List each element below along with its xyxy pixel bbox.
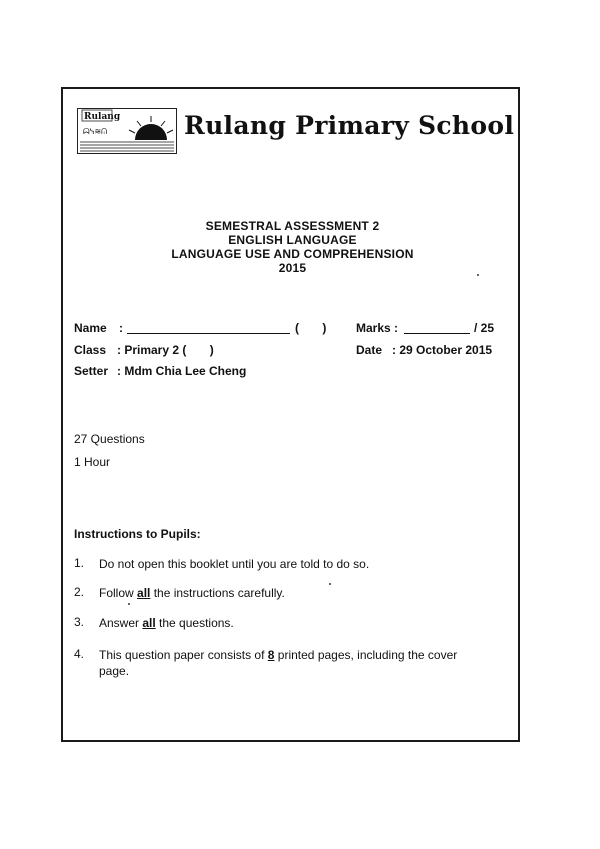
school-name: Rulang Primary School bbox=[184, 111, 515, 140]
index-number-field[interactable]: ( ) bbox=[295, 321, 327, 335]
instruction-text: This question paper consists of 8 printed pages, including the cover page. bbox=[99, 648, 458, 678]
instructions-title: Instructions to Pupils: bbox=[74, 527, 201, 541]
subject-title: ENGLISH LANGUAGE bbox=[228, 233, 357, 247]
setter-value: : Mdm Chia Lee Cheng bbox=[117, 364, 247, 378]
marks-field[interactable] bbox=[404, 322, 470, 334]
instruction-number: 2. bbox=[74, 585, 85, 599]
name-field[interactable] bbox=[127, 322, 290, 334]
paper-title: LANGUAGE USE AND COMPREHENSION bbox=[171, 247, 414, 261]
instruction-text: Follow all the instructions carefully. bbox=[99, 586, 285, 600]
class-field[interactable]: : Primary 2 ( ) bbox=[117, 343, 214, 357]
svg-text:Rulang: Rulang bbox=[84, 112, 121, 122]
instruction-number: 1. bbox=[74, 556, 85, 570]
date-label: Date bbox=[356, 343, 383, 357]
class-label: Class bbox=[74, 343, 107, 357]
year-title: 2015 bbox=[278, 261, 307, 275]
instruction-text: Do not open this booklet until you are told to do so. bbox=[99, 557, 370, 571]
marks-label: Marks : bbox=[356, 321, 399, 335]
instruction-text: Answer all the questions. bbox=[99, 616, 234, 630]
scan-speck bbox=[329, 583, 331, 585]
scan-speck bbox=[128, 603, 130, 605]
name-colon: : bbox=[119, 321, 123, 335]
assessment-title: SEMESTRAL ASSESSMENT 2 bbox=[205, 219, 380, 233]
duration: 1 Hour bbox=[74, 455, 111, 469]
school-logo bbox=[77, 108, 177, 154]
instruction-number: 4. bbox=[74, 647, 85, 661]
question-count: 27 Questions bbox=[74, 432, 145, 446]
date-value: : 29 October 2015 bbox=[392, 343, 493, 357]
scan-speck bbox=[477, 274, 479, 276]
cover-page-border bbox=[61, 87, 520, 742]
instruction-number: 3. bbox=[74, 615, 85, 629]
svg-text:ᗣᓭ≋ᕬ: ᗣᓭ≋ᕬ bbox=[83, 127, 108, 136]
marks-total: / 25 bbox=[474, 321, 495, 335]
name-label: Name bbox=[74, 321, 107, 335]
setter-label: Setter bbox=[74, 364, 109, 378]
